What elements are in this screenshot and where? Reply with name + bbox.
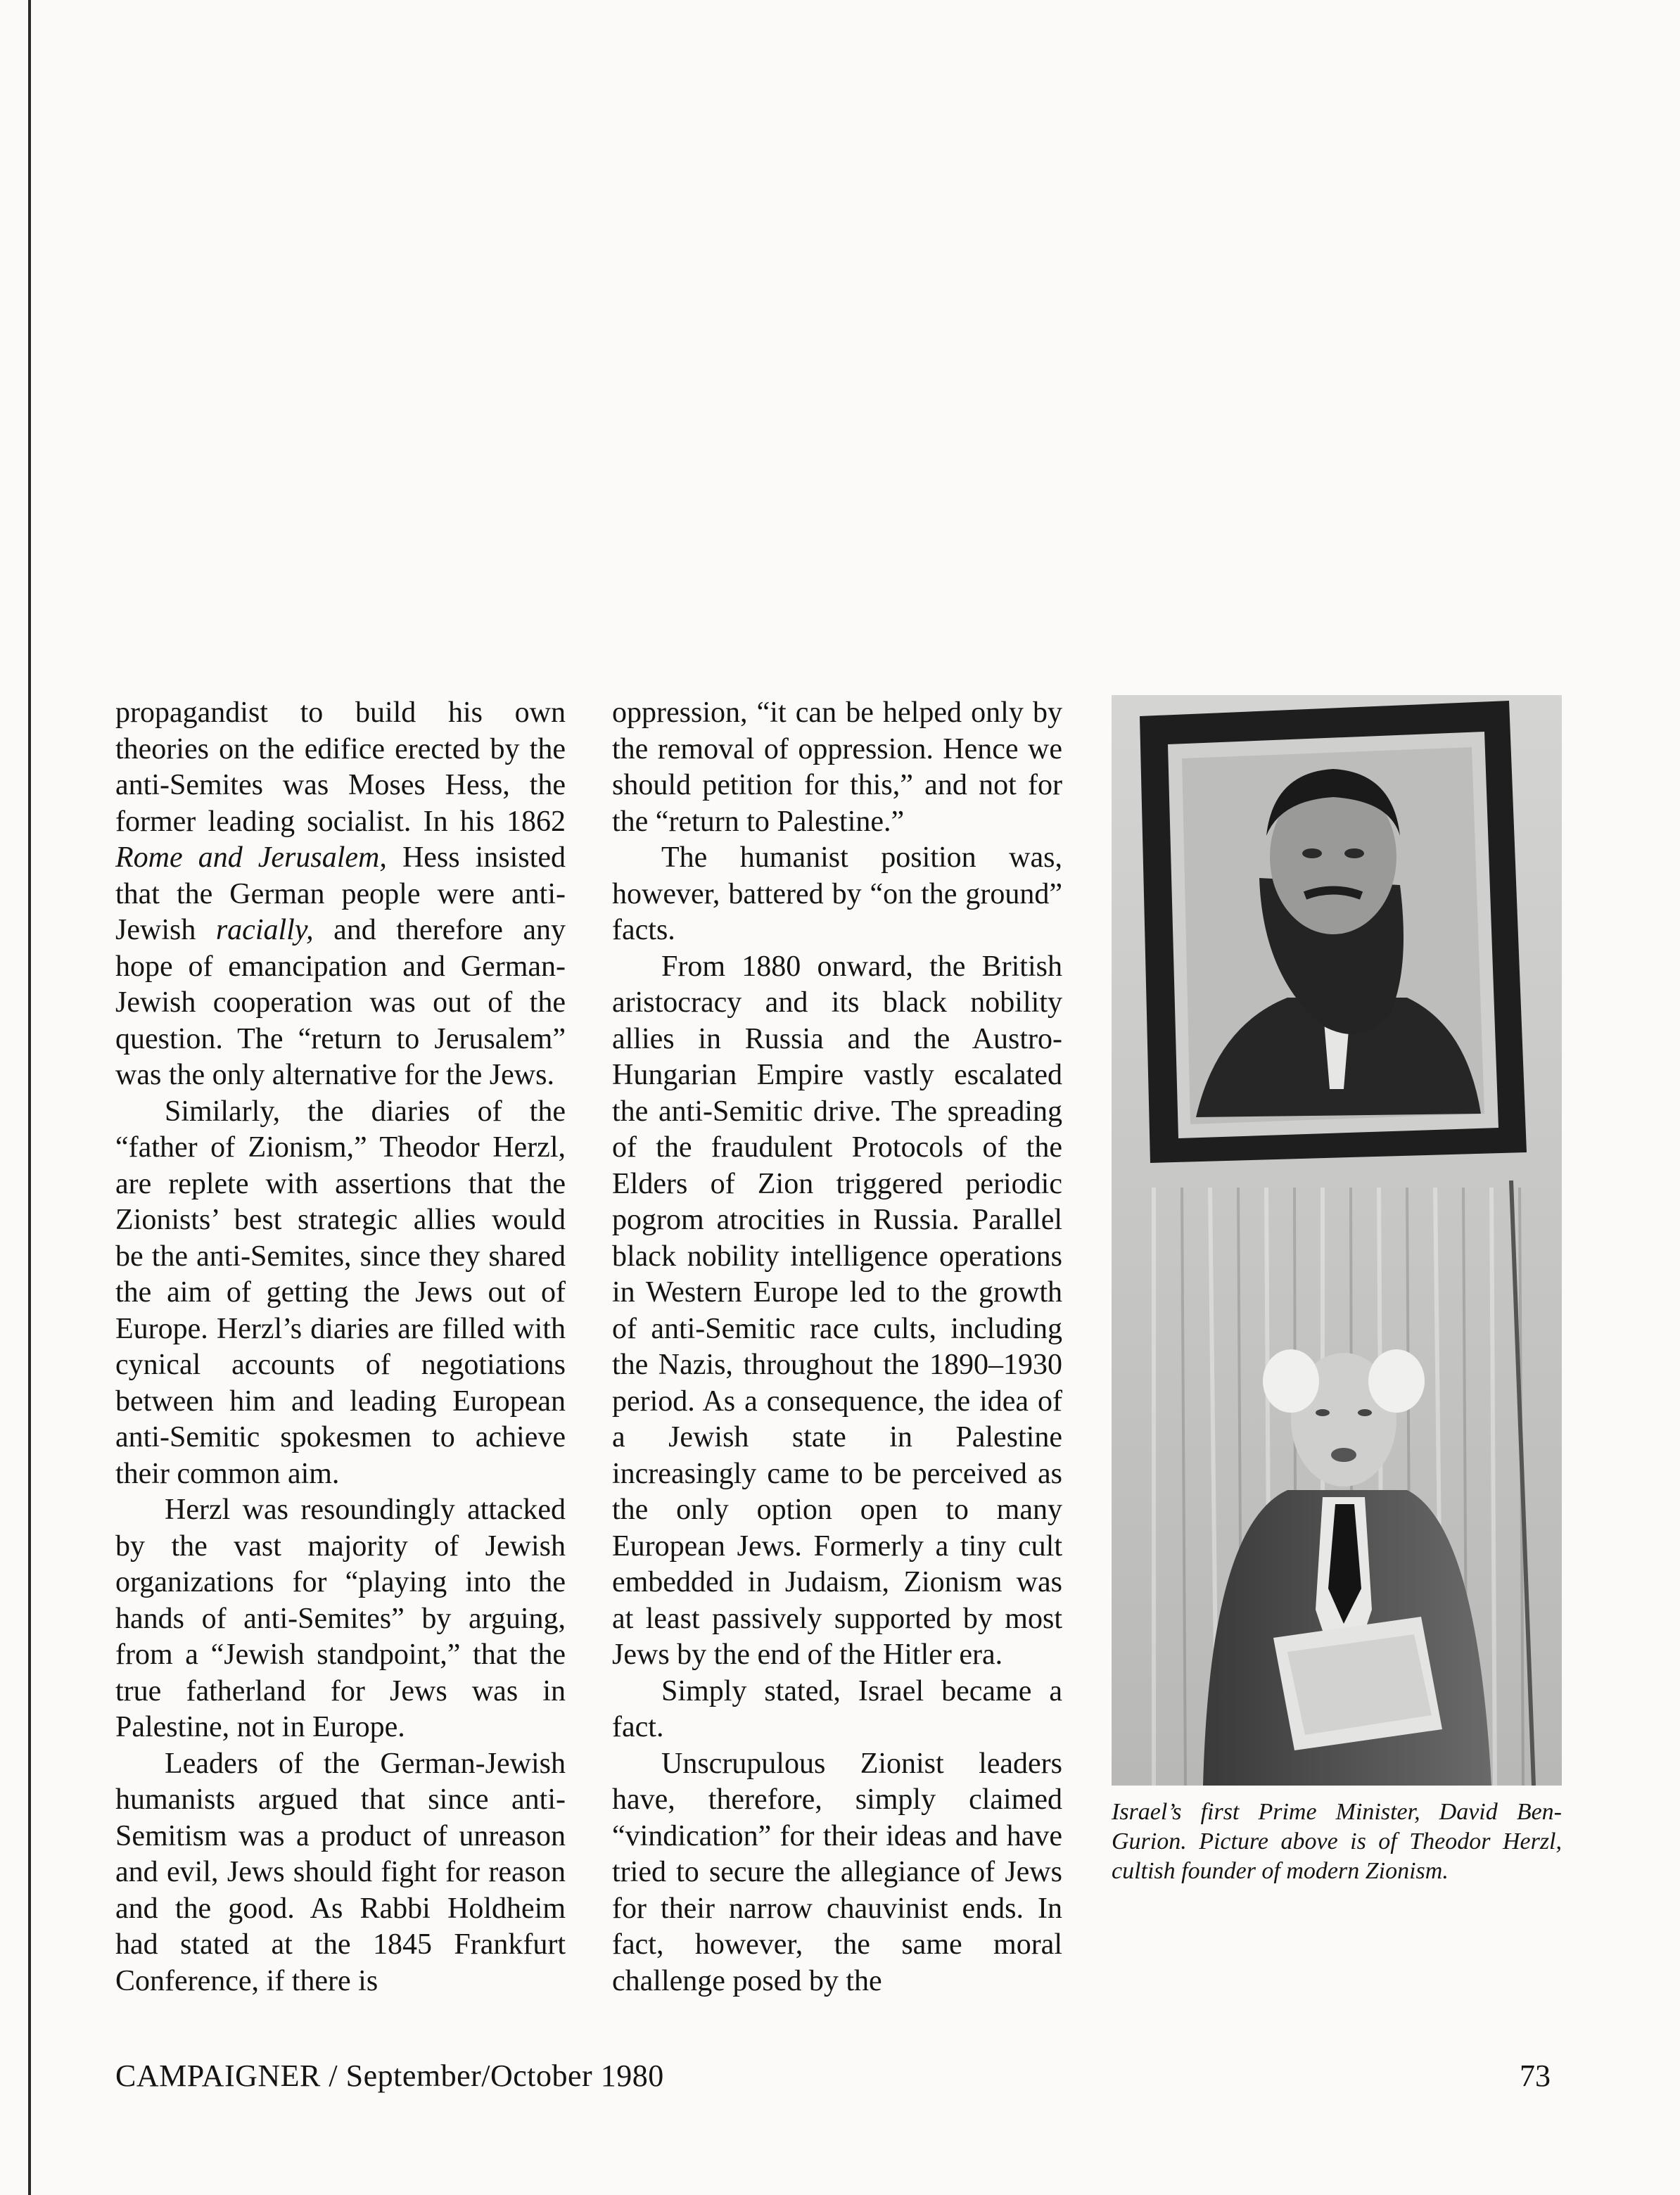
article-column-1 xyxy=(115,695,566,1999)
paragraph-5: oppression, “it can be helped only by the removal of oppression. Hence we should petition for this,” and not for the “return to Palestine.” xyxy=(612,696,1062,838)
paragraph-9: Unscrupulous Zionist leaders have, therefore, simply claimed “vindication” for their ideas and have tried to secure the allegiance of Jews for their narrow chauvinist ends. In fact, however, the same moral challenge posed by the xyxy=(612,1747,1062,1997)
article-column-2 xyxy=(612,695,1062,1999)
paragraph-8: Simply stated, Israel became a fact. xyxy=(612,1674,1062,1743)
paragraph-2: Similarly, the diaries of the “father of Zionism,” Theodor Herzl, are replete with assertions that the Zionists’ best strategic allies would be the anti-Semites, since they shared the aim of getting the Jews out of Europe. Herzl’s diaries are filled with cynical accounts of negotiations between him and leading European anti-Semitic spokesmen to achieve their common aim. xyxy=(115,1095,566,1490)
paragraph-4: Leaders of the German-Jewish humanists argued that since anti-Semitism was a product of unreason and evil, Jews should fight for reason and the good. As Rabbi Holdheim had stated at the 1845 Frankfurt Conference, if there is xyxy=(115,1747,566,1997)
page-number: 73 xyxy=(1520,2059,1551,2093)
emphasis: racially, xyxy=(215,914,314,946)
page-binding-edge xyxy=(28,0,31,2195)
paragraph-6: The humanist position was, however, battered by “on the ground” facts. xyxy=(612,841,1062,946)
publication-footer: CAMPAIGNER / September/October 1980 xyxy=(115,2059,664,2093)
portrait-frame xyxy=(1140,701,1527,1163)
paragraph-7: From 1880 onward, the British aristocracy and its black nobility allies in Russia and the Austro-Hungarian Empire vastly escalated the anti-Semitic drive. The spreading of the fraudulent Protocols of the Elders of Zion triggered periodic pogrom atrocities in Russia. Parallel black nobility intelligence operations in Western Europe led to the growth of anti-Semitic race cults, including the Nazis, throughout the 1890–1930 period. As a consequence, the idea of a Jewish state in Palestine increasingly came to be perceived as the only option open to many European Jews. Formerly a tiny cult embedded in Judaism, Zionism was at least passively supported by most Jews by the end of the Hitler era. xyxy=(612,950,1062,1671)
photo-caption: Israel’s first Prime Minister, David Ben-Gurion. Picture above is of Theodor Herzl, cultish founder of modern Zionism. xyxy=(1112,1799,1562,1884)
paragraph-3: Herzl was resoundingly attacked by the vast majority of Jewish organizations for “playing into the hands of anti-Semites” by arguing, from a “Jewish standpoint,” that the true fatherland for Jews was in Palestine, not in Europe. xyxy=(115,1494,566,1743)
photo-illustration xyxy=(1112,695,1562,1786)
paragraph-1: propagandist to build his own theories on the edifice erected by the anti-Semites was Moses Hess, the former leading socialist. In his 1862 Rome and Jerusalem, Hess insisted that the German people were anti-Jewish racially, and therefore any hope of emancipation and German-Jewish cooperation was out of the question. The “return to Jerusalem” was the only alternative for the Jews. xyxy=(115,696,566,1091)
photograph xyxy=(1112,695,1562,1786)
book-title: Rome and Jerusalem, xyxy=(115,841,387,874)
